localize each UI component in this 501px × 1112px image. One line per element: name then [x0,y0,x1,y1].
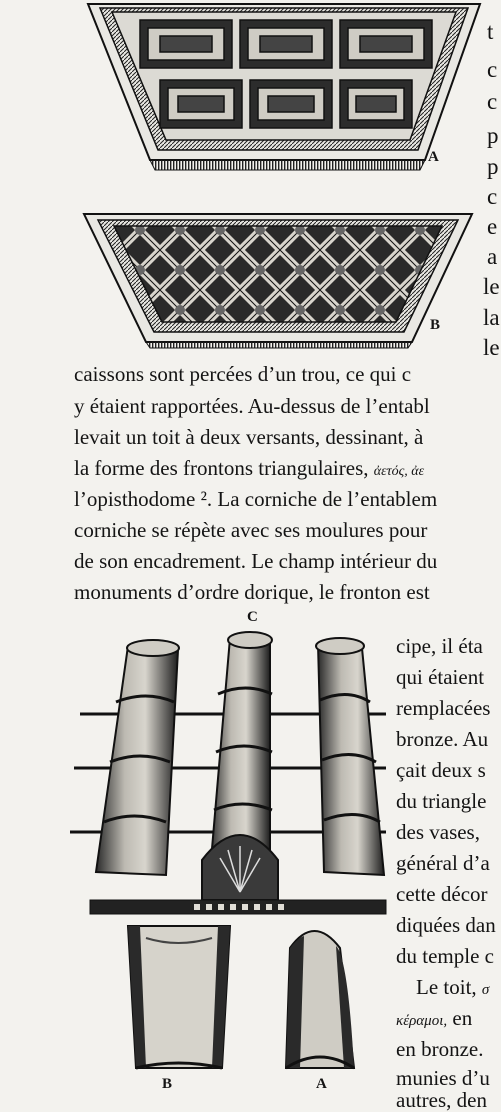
tile-row-middle [202,632,278,900]
figure-label-tile-a: A [316,1076,327,1092]
column-line: munies d’u [396,1066,490,1090]
ceiling-b-drawing [80,210,480,350]
paragraph-line: l’opisthodome ². La corniche de l’entablem [74,487,438,511]
column-line: du triangle [396,789,487,813]
ceiling-figure-a [80,0,500,175]
roof-tiles-figure-c [70,610,390,920]
column-line: général d’a [396,851,490,875]
edge-letter: t [487,19,494,44]
column-line: en bronze. [396,1037,484,1061]
figure-label-tile-b: B [162,1076,173,1092]
edge-letter: le [483,274,500,299]
column-line: remplacées [396,696,491,720]
ceiling-figure-b [80,210,480,350]
column-line: bronze. Au [396,727,489,751]
edge-letter: c [487,89,498,114]
roof-tiles-drawing [70,610,390,920]
edge-letter: a [487,244,498,269]
greek-term: ἀετός, ἀε [373,464,425,479]
column-line: du temple c [396,944,494,968]
edge-letter: le [483,335,500,360]
column-line: autres, den [396,1088,487,1112]
greek-term: σ [481,982,490,998]
paragraph-line: corniche se répète avec ses moulures pour [74,518,428,542]
edge-letter: la [483,305,500,330]
column-line: çait deux s [396,758,486,782]
paragraph-text: la forme des frontons triangulaires, [74,456,369,480]
column-line: des vases, [396,820,480,844]
column-text: en [452,1006,473,1030]
paragraph-line: y étaient rapportées. Au-dessus de l’entabl [74,394,430,418]
paragraph-line: monuments d’ordre dorique, le fronton est [74,580,430,604]
single-tiles-figure [118,918,368,1092]
column-line: diquées dan [396,913,496,937]
column-line [416,977,489,998]
figure-label-a: A [428,149,439,165]
greek-term: κέραμοι, [396,1013,448,1029]
figure-label-c: C [247,609,258,625]
edge-letter: p [487,123,499,148]
column-line: qui étaient [396,665,485,689]
column-text: Le toit, [416,975,477,999]
paragraph-line: levait un toit à deux versants, dessinant, à [74,425,424,449]
edge-letter: c [487,184,498,209]
tile-row-right [316,638,384,875]
paragraph-line: de son encadrement. Le champ intérieur du [74,549,438,573]
column-line: cette décor [396,882,488,906]
edge-letter: e [487,214,498,239]
column-line [396,1008,472,1029]
edge-letter: p [487,154,499,179]
tile-row-left [96,640,179,875]
column-line: cipe, il éta [396,634,483,658]
paragraph-line: caissons sont percées d’un trou, ce qui c [74,362,412,386]
figure-label-b: B [430,317,441,333]
paragraph-line [74,458,424,479]
single-tiles-drawing [118,918,368,1078]
edge-letter: c [487,57,498,82]
